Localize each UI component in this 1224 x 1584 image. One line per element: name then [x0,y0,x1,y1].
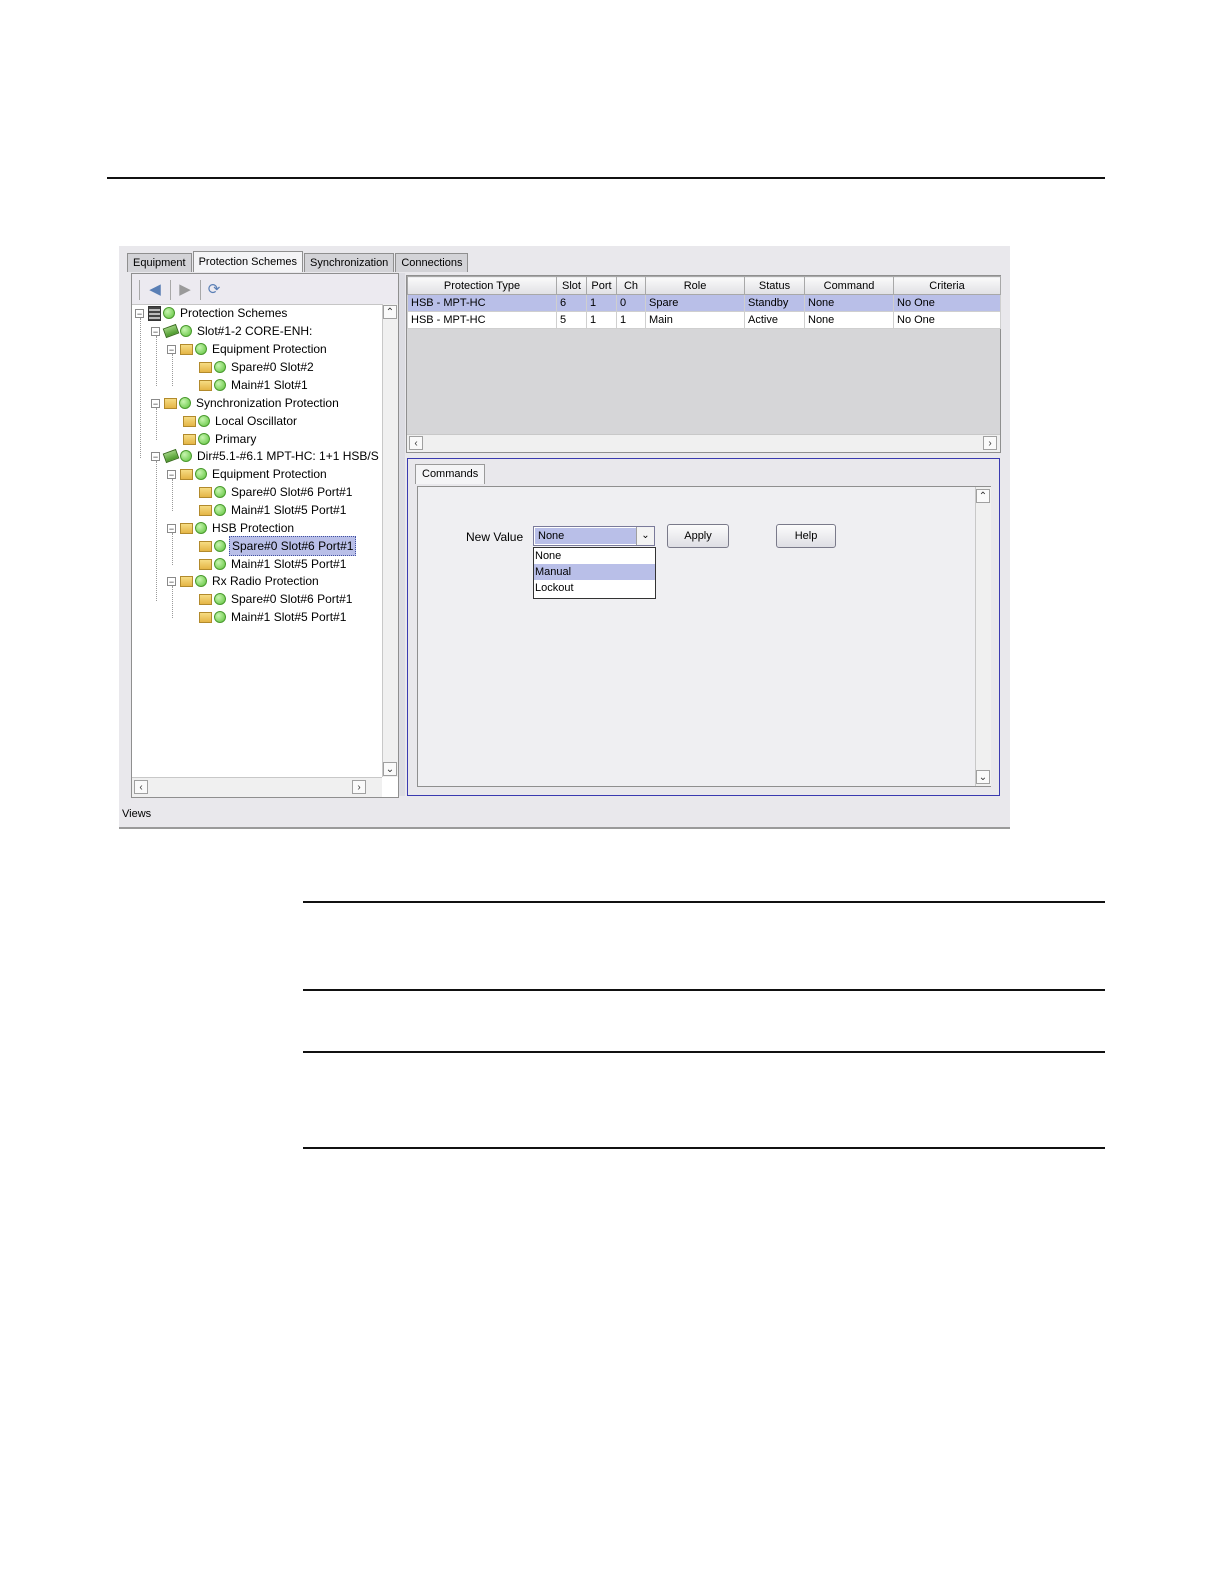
toolbar-separator [200,280,201,300]
status-ok-icon [180,325,192,337]
table-cell: 1 [587,312,617,329]
scroll-left-icon[interactable]: ‹ [409,436,423,450]
tab-protection-schemes[interactable]: Protection Schemes [193,251,303,272]
table-header-row [408,277,1001,295]
tab-equipment[interactable]: Equipment [127,253,192,272]
option-none[interactable]: None [535,550,562,562]
tree-node-main-a[interactable]: Main#1 Slot#5 Port#1 [199,501,348,519]
tree-node-main-c[interactable]: Main#1 Slot#5 Port#1 [199,608,348,626]
column-header-role[interactable]: Role [646,277,745,295]
commands-content [417,486,991,787]
protection-member-icon [199,380,212,391]
tree-node-spare-a[interactable]: Spare#0 Slot#6 Port#1 [199,483,354,501]
collapse-icon[interactable]: − [168,523,175,534]
doc-rule-3 [303,1051,1105,1053]
tree-vertical-scrollbar[interactable] [382,304,398,777]
protection-member-icon [199,487,212,498]
doc-rule-2 [303,989,1105,991]
doc-rule-4 [303,1147,1105,1149]
scroll-left-icon[interactable]: ‹ [134,780,148,794]
table-cell: Active [745,312,805,329]
status-ok-icon [195,522,207,534]
table-cell: No One [894,312,1001,329]
tree-node-spare-b[interactable]: Spare#0 Slot#6 Port#1 [199,537,356,555]
option-manual[interactable]: Manual [534,564,655,580]
protection-group-icon [164,398,177,409]
new-value-label: New Value [466,530,524,544]
status-ok-icon [214,558,226,570]
protection-member-icon [199,559,212,570]
protection-group-icon [180,344,193,355]
column-header-status[interactable]: Status [745,277,805,295]
protection-table-panel [406,275,1001,453]
protection-member-icon [199,505,212,516]
status-ok-icon [214,611,226,623]
table-cell: 1 [617,312,646,329]
scroll-right-icon[interactable]: › [983,436,997,450]
table-cell: 6 [557,295,587,312]
status-ok-icon [214,486,226,498]
collapse-icon[interactable]: − [152,326,159,337]
table-cell: 5 [557,312,587,329]
status-bar-label: Views [122,808,152,820]
tree-node-sync-protection[interactable]: − Synchronization Protection [152,396,339,410]
status-ok-icon [179,397,191,409]
tree-panel [131,273,399,798]
card-icon [163,449,180,463]
protection-group-icon [180,469,193,480]
status-ok-icon [195,468,207,480]
collapse-icon[interactable]: − [152,451,159,462]
tree-toolbar [132,274,398,305]
table-cell: No One [894,295,1001,312]
tree-node-root[interactable]: − Protection Schemes [136,306,288,320]
arrow-right-icon[interactable]: ▶ [179,281,191,298]
scroll-up-icon[interactable]: ⌃ [976,489,990,503]
status-ok-icon [214,361,226,373]
tree-node-spare-slot2[interactable]: Spare#0 Slot#2 [199,358,316,376]
panel-splitter[interactable] [399,273,405,796]
column-header-command[interactable]: Command [805,277,894,295]
table-horizontal-scrollbar[interactable] [407,434,1000,452]
tree-node-spare-c[interactable]: Spare#0 Slot#6 Port#1 [199,590,354,608]
tab-synchronization[interactable]: Synchronization [304,253,394,272]
scroll-up-icon[interactable]: ⌃ [383,305,397,319]
view-tabs [127,251,469,271]
column-header-ch[interactable]: Ch [617,277,646,295]
commands-panel [407,458,1000,796]
apply-button[interactable]: Apply [667,524,729,548]
column-header-criteria[interactable]: Criteria [894,277,1001,295]
scroll-right-icon[interactable]: › [352,780,366,794]
new-value-select[interactable] [533,526,655,546]
table-cell: None [805,312,894,329]
protection-tree [132,304,382,777]
tree-node-local-oscillator[interactable]: Local Oscillator [183,412,299,430]
card-icon [163,324,180,338]
arrow-left-icon[interactable]: ◀ [149,281,161,298]
doc-rule-1 [303,901,1105,903]
table-cell: Standby [745,295,805,312]
tree-node-primary[interactable]: Primary [183,430,258,448]
tree-node-hsb-protection[interactable]: − HSB Protection [168,521,295,535]
scroll-down-icon[interactable]: ⌄ [976,770,990,784]
protection-member-icon [199,362,212,373]
status-ok-icon [195,575,207,587]
table-cell: HSB - MPT-HC [408,295,557,312]
collapse-icon[interactable]: − [136,308,143,319]
column-header-protection-type[interactable]: Protection Type [408,277,557,295]
tree-node-dir-mpt[interactable]: − Dir#5.1-#6.1 MPT-HC: 1+1 HSB/S [152,449,379,463]
commands-vertical-scrollbar[interactable] [975,487,991,786]
collapse-icon[interactable]: − [168,576,175,587]
tree-node-main-slot1[interactable]: Main#1 Slot#1 [199,376,310,394]
table-cell: 1 [587,295,617,312]
protection-group-icon [180,576,193,587]
protection-member-icon [183,434,196,445]
tree-node-equipment-protection-2[interactable]: − Equipment Protection [168,467,327,481]
tree-node-main-b[interactable]: Main#1 Slot#5 Port#1 [199,555,348,573]
new-value-selected: None [535,528,637,544]
protection-member-icon [199,541,212,552]
refresh-icon[interactable]: ⟳ [207,281,221,298]
column-header-slot[interactable]: Slot [557,277,587,295]
table-cell: HSB - MPT-HC [408,312,557,329]
protection-member-icon [199,594,212,605]
status-ok-icon [214,504,226,516]
toolbar-separator [139,280,140,300]
column-header-port[interactable]: Port [587,277,617,295]
collapse-icon[interactable]: − [168,344,175,355]
collapse-icon[interactable]: − [168,469,175,480]
protection-table [407,276,1001,329]
protection-group-icon [180,523,193,534]
scroll-down-icon[interactable]: ⌄ [383,762,397,776]
table-cell: None [805,295,894,312]
tab-commands[interactable]: Commands [415,464,485,484]
table-row[interactable] [408,295,1001,312]
tree-node-slot-core[interactable]: − Slot#1-2 CORE-ENH: [152,324,313,338]
toolbar-separator [170,280,171,300]
protection-member-icon [199,612,212,623]
table-cell: 0 [617,295,646,312]
protection-member-icon [183,416,196,427]
table-cell: Spare [646,295,745,312]
status-ok-icon [214,379,226,391]
status-ok-icon [195,343,207,355]
app-window [119,246,1010,829]
collapse-icon[interactable]: − [152,398,159,409]
rack-icon [148,306,161,321]
status-ok-icon [198,415,210,427]
tree-node-equipment-protection[interactable]: − Equipment Protection [168,342,327,356]
chevron-down-icon[interactable]: ⌄ [636,527,654,545]
status-ok-icon [163,307,175,319]
new-value-options [533,547,656,599]
table-row[interactable] [408,312,1001,329]
status-ok-icon [180,450,192,462]
status-ok-icon [214,540,226,552]
page-top-rule [107,177,1105,179]
help-button[interactable]: Help [776,524,836,548]
tree-node-rx-radio-protection[interactable]: − Rx Radio Protection [168,574,319,588]
tab-connections[interactable]: Connections [395,253,468,272]
status-ok-icon [198,433,210,445]
option-lockout[interactable]: Lockout [535,582,574,594]
tree-horizontal-scrollbar[interactable] [132,777,382,797]
status-ok-icon [214,593,226,605]
table-cell: Main [646,312,745,329]
